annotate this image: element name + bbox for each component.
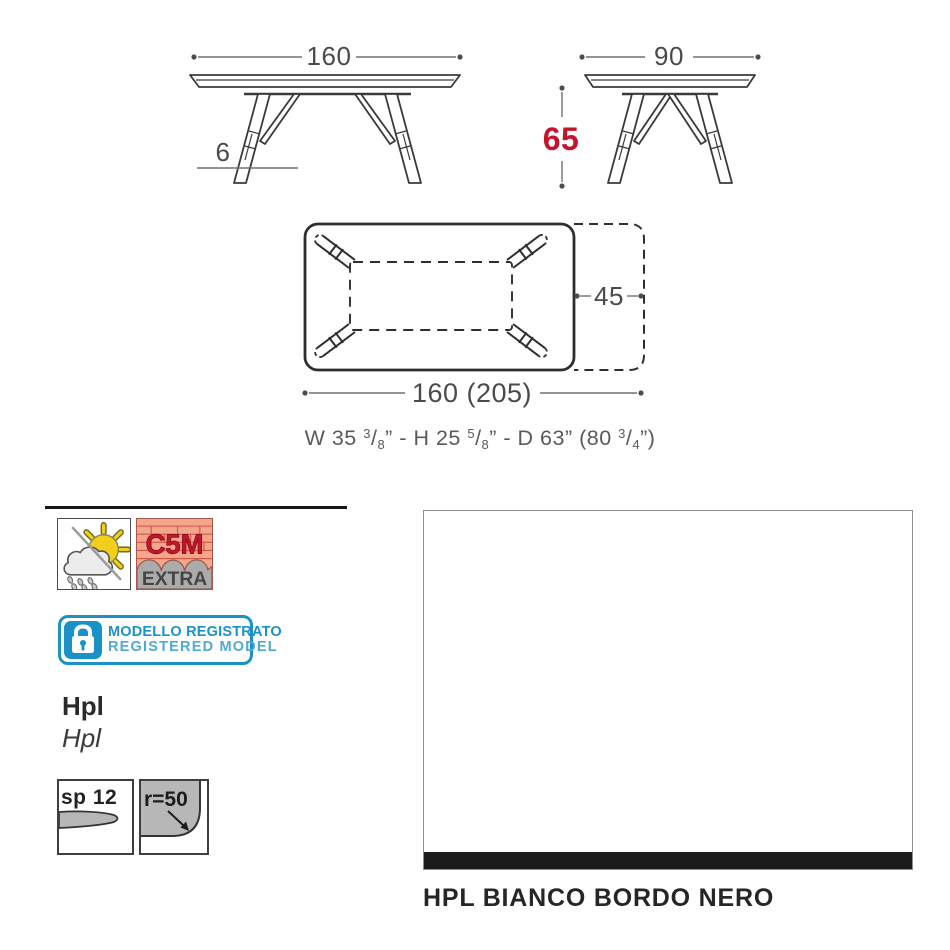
fraction-slash: / (475, 426, 482, 450)
c5m-extra-icon (137, 519, 212, 589)
imperial-h: ” - H 25 (385, 426, 468, 450)
side-view (543, 41, 761, 189)
fraction-numerator: 3 (618, 426, 626, 441)
side-depth-dimension (579, 41, 760, 71)
imperial-w: W 35 (304, 426, 364, 450)
length-label: 160 (205) (411, 378, 533, 408)
leg-thickness-label: 6 (215, 137, 231, 167)
padlock-icon (64, 621, 102, 659)
fraction-denominator: 4 (632, 437, 641, 452)
height-dimension (543, 85, 580, 188)
fraction-numerator: 3 (363, 426, 371, 441)
front-left-leg (234, 94, 300, 183)
fraction-denominator: 8 (481, 437, 490, 452)
thickness-spec-box (57, 779, 134, 855)
radius-label: r=50 (144, 788, 188, 811)
front-tabletop (190, 75, 460, 87)
side-right-leg (668, 94, 732, 183)
material-name: Hpl (62, 691, 104, 721)
fraction-slash: / (625, 426, 633, 450)
registered-model-label: REGISTERED MODEL (108, 639, 278, 655)
corner-radius-icon (141, 781, 207, 853)
fraction-numerator: 5 (467, 426, 476, 441)
top-view (302, 224, 644, 408)
black-edge-strip (424, 852, 912, 869)
extra-label: EXTRA (141, 568, 208, 589)
c5m-extra-badge (136, 518, 213, 590)
front-width-dimension (191, 41, 462, 71)
c5m-label: C5M (145, 528, 204, 560)
all-weather-icon-box (57, 518, 131, 590)
edge-profile-icon (59, 781, 132, 853)
thickness-label: sp 12 (61, 786, 118, 809)
side-left-leg (608, 94, 672, 183)
front-right-leg (355, 94, 421, 183)
corner-radius-spec-box (139, 779, 209, 855)
imperial-dimensions (180, 426, 780, 452)
registered-model-badge (58, 615, 282, 665)
material-name-translation: Hpl (62, 723, 102, 753)
fraction-denominator: 8 (377, 437, 386, 452)
extension-depth-label: 45 (594, 281, 624, 311)
imperial-close: ”) (640, 426, 656, 450)
sun-cloud-rain-icon (58, 519, 130, 589)
technical-drawing (0, 0, 950, 420)
extension-depth-dimension (574, 281, 643, 311)
tabletop-plan (305, 224, 574, 370)
front-view (190, 41, 463, 183)
length-dimension (302, 378, 643, 408)
separator-line (45, 506, 347, 509)
front-width-label: 160 (306, 41, 352, 71)
imperial-d: ” - D 63” (80 (489, 426, 619, 450)
fraction-slash: / (370, 426, 378, 450)
height-label: 65 (542, 121, 580, 157)
finish-swatch (423, 510, 913, 870)
side-tabletop (585, 75, 755, 87)
finish-name: HPL BIANCO BORDO NERO (423, 884, 775, 912)
side-depth-label: 90 (654, 41, 684, 71)
modello-registrato-label: MODELLO REGISTRATO (108, 623, 282, 640)
